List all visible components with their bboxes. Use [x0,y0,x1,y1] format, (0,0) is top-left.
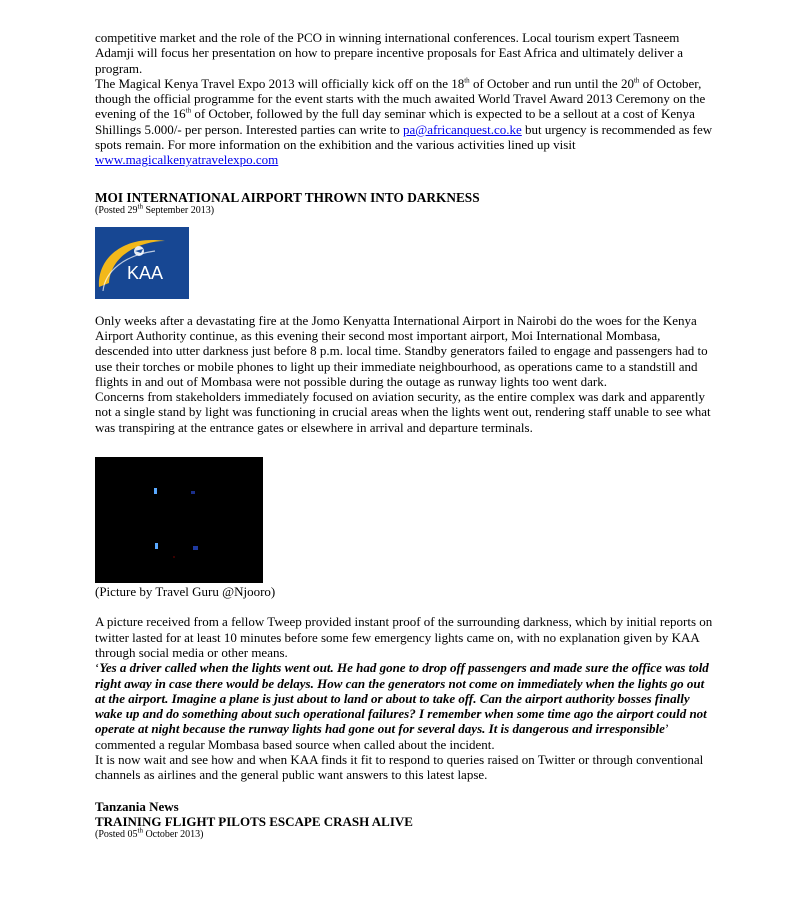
article-paragraph: Concerns from stakeholders immediately focused on aviation security, as the entire complex was dark and apparently not a single stand by light was functioning in crucial areas when the lights went out, rendering staff unable to see what was transpiring at the entrance gates or elsewhere in arrival and departure terminals. [95,389,711,435]
posted-date [95,826,715,841]
intro-paragraph-1: competitive market and the role of the PCO in winning international conferences. Local tourism expert Tasneem Adamji will focus her presentation on how to prepare incentive proposals for East Africa and ultimately deliver a program. [95,30,684,76]
text-run: October 2013) [142,829,204,841]
ordinal-suffix: th [633,76,640,85]
section-heading: Tanzania News [95,798,179,814]
ordinal-suffix: th [137,202,143,211]
ordinal-suffix: th [185,107,192,116]
dark-airport-photo [95,457,263,583]
text-run: (Posted 29 [95,204,138,216]
ordinal-suffix: th [464,76,470,85]
text-run: September 2013) [142,204,215,216]
kaa-logo [95,227,189,299]
article-paragraph: It is now wait and see how and when KAA finds it fit to respond to queries raised on Twitter or through conventional channels as airlines and the general public want answers to this latest lapse. [95,752,704,783]
text-run: The Magical Kenya Travel Expo 2013 will officially kick off on the 18 [95,75,465,91]
posted-date [95,202,715,217]
article-paragraph: A picture received from a fellow Tweep provided instant proof of the surrounding darkness, which by initial reports on twitter lasted for at least 10 minutes before some few emergency lights came on, with no explanation given by KAA through social media or other means. [95,614,713,660]
text-run: of October, followed by the full day seminar which is expected to be a sellout at a cost of Kenya Shillings 5.000/- per person. Interested parties can write to [95,106,695,137]
email-link[interactable]: pa@africanquest.co.ke [402,121,522,137]
kaa-logo-graphic [95,227,189,299]
text-run: ’ commented a regular Mombasa based source when called about the incident. [95,721,669,752]
text-run: of October, though the official programme for the event starts with the much awaited World Travel Award 2013 Ceremony on the evening of the 16 [95,75,706,122]
text-run: of October and run until the 20 [469,75,634,91]
text-run: but urgency is recommended as few spots remain. For more information on the exhibition and the various activities lined up visit [95,121,713,153]
article-paragraph: Only weeks after a devastating fire at the Jomo Kenyatta International Airport in Nairobi do the woes for the Kenya Airport Authority continue, as this evening their second most important airport, Moi International Mombasa, descended into utter darkness just before 8 p.m. local time. Standby generators failed to engage and passengers had to use their torches or mobile phones to light up their immediate neighbourhood, as operations came to a standstill and flights in and out of Mombasa were not possible during the outage as runway lights too went dark. [95,312,708,389]
intro-paragraph-2 [95,76,715,168]
quote-mark: ‘ [95,660,100,676]
source-quote: Yes a driver called when the lights went out. He had gone to drop off passengers and made sure the office was told right away in case there would be delays. How can the generators not come on immediately when the lights go out at the airport. Imagine a plane is just about to land or about to take off. Can the airport authority bosses finally wake up and do something about such operational failures? I remember when some time ago the airport could not operate at night because the runway lights had gone out for several days. It is dangerous and irresponsible [95,660,709,737]
document-page [95,30,715,841]
website-link[interactable]: www.magicalkenyatravelexpo.com [95,152,279,168]
quote-paragraph [95,660,715,752]
logo-lettering: KAA [127,262,164,283]
photo-caption: (Picture by Travel Guru @Njooro) [95,584,276,600]
text-run: (Posted 05 [95,829,138,841]
ordinal-suffix: th [137,826,143,835]
article-headline: MOI INTERNATIONAL AIRPORT THROWN INTO DARKNESS [95,189,480,205]
article-headline: TRAINING FLIGHT PILOTS ESCAPE CRASH ALIVE [95,813,413,829]
